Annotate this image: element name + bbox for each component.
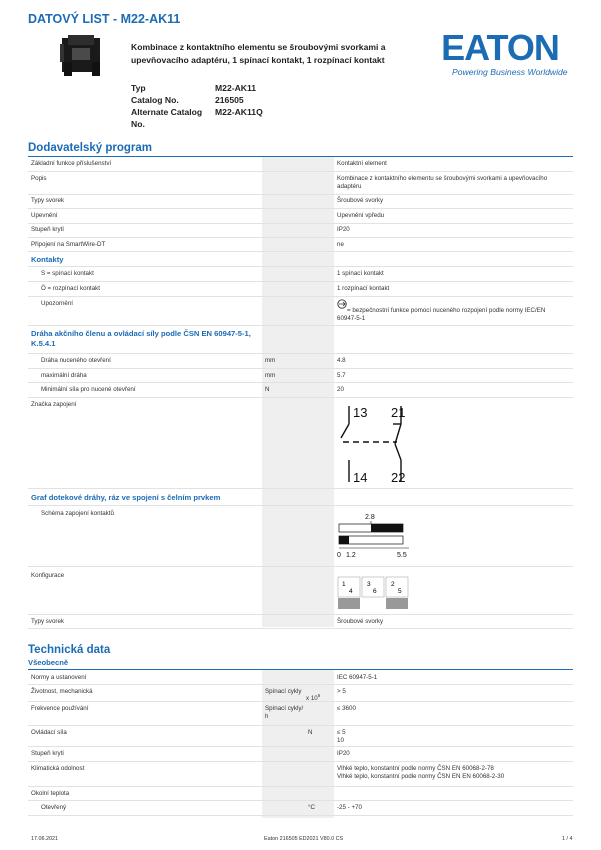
- row-value: 20: [337, 386, 344, 393]
- catalog-label: Catalog No.: [131, 95, 179, 105]
- row-divider: [28, 566, 573, 567]
- row-label: Schéma zapojení kontaktů: [41, 510, 114, 517]
- row-divider: [28, 746, 573, 747]
- product-image: [54, 32, 110, 78]
- configuration-diagram: [337, 576, 413, 610]
- row-value: Upevnění vpředu: [337, 212, 385, 219]
- row-label: Okolní teplota: [31, 790, 70, 797]
- row-value: Vlhké teplo, konstantní podle normy ČSN EN 60068-2-78: [337, 765, 494, 772]
- alt-catalog-label-2: No.: [131, 119, 145, 129]
- row-divider: [28, 684, 573, 685]
- row-divider: [28, 194, 573, 195]
- wiring-terminal-22: 22: [391, 470, 406, 485]
- subsection-title-contacts: Kontakty: [31, 255, 64, 264]
- section-title-supply: Dodavatelský program: [28, 142, 152, 154]
- row-label: Ö = rozpínací kontakt: [41, 285, 100, 292]
- subsection-title-graph: Graf dotekové dráhy, ráz ve spojení s čelním prvkem: [31, 493, 221, 502]
- graph-label-0: 0: [337, 552, 341, 559]
- row-label: Konfigurace: [31, 572, 65, 579]
- row-value-line2: Vlhké teplo, konstantní podle normy ČSN EN EN 60068-2-30: [337, 773, 505, 780]
- graph-label-1: 1.2: [346, 552, 356, 559]
- subsection-title-travel: Dráha akčního členu a ovládací síly podle ČSN EN 60947-5-1, K.5.4.1: [31, 329, 251, 348]
- row-label: Dráha nuceného otevření: [41, 357, 111, 364]
- row-divider: [28, 171, 573, 172]
- row-value: ne: [337, 241, 344, 248]
- row-label: Minimální síla pro nucené otevření: [41, 386, 136, 393]
- row-value: IP20: [337, 750, 350, 757]
- row-label: Upozornění: [41, 300, 73, 307]
- row-unit: Spínací cykly: [265, 688, 302, 695]
- footer-document-id: Eaton 216505 ED2021 V80.0 CS: [264, 836, 344, 842]
- row-divider: [28, 628, 573, 629]
- row-divider: [28, 251, 573, 252]
- footer-page-number: 1 / 4: [562, 836, 573, 842]
- row-unit: °C: [308, 804, 315, 811]
- row-value: 4.8: [337, 357, 346, 364]
- row-label: Připojení na SmartWire-DT: [31, 241, 106, 248]
- section-title-technical: Technická data: [28, 644, 111, 656]
- alt-catalog-value: M22-AK11Q: [215, 107, 263, 117]
- config-c2: 5: [398, 588, 402, 595]
- row-divider: [28, 786, 573, 787]
- row-divider: [28, 800, 573, 801]
- row-value: 1 spínací kontakt: [337, 270, 384, 277]
- config-a1: 1: [342, 581, 346, 588]
- row-label: Životnost, mechanická: [31, 688, 93, 695]
- graph-label-2: 5.5: [397, 552, 407, 559]
- row-label: maximální dráha: [41, 372, 87, 379]
- row-divider: [28, 223, 573, 224]
- row-unit: Spínací cykly/: [265, 705, 304, 712]
- row-value: 5.7: [337, 372, 346, 379]
- wiring-terminal-14: 14: [353, 470, 368, 485]
- catalog-value: 216505: [215, 95, 244, 105]
- wiring-terminal-21: 21: [391, 405, 406, 420]
- row-divider: [28, 208, 573, 209]
- row-value: 1 rozpínací kontakt: [337, 285, 390, 292]
- row-value: > 5: [337, 688, 346, 695]
- eaton-logo-text: EATON: [441, 30, 559, 68]
- row-unit: N: [265, 386, 270, 393]
- wiring-terminal-13: 13: [353, 405, 368, 420]
- row-unit: mm: [265, 372, 276, 379]
- row-value: Kombinace z kontaktního elementu se šroubovými svorkami a upevňovacího adaptéru: [337, 175, 548, 190]
- tagline: Powering Business Worldwide: [452, 67, 568, 77]
- unit-column: [262, 157, 334, 627]
- row-label: Značka zapojení: [31, 401, 77, 408]
- row-label: Upevnění: [31, 212, 58, 219]
- row-divider: [28, 368, 573, 369]
- product-description: Kombinace z kontaktního elementu se šroubovými svorkami a upevňovacího adaptéru, 1 spínací kontakt, 1 rozpínací kontakt: [131, 42, 386, 65]
- config-b2: 6: [373, 588, 377, 595]
- row-unit: N: [308, 729, 313, 736]
- row-divider: [28, 815, 573, 816]
- row-value: IP20: [337, 226, 350, 233]
- row-divider: [28, 761, 573, 762]
- travel-graph: [337, 508, 413, 560]
- row-label: Normy a ustanovení: [31, 674, 87, 681]
- row-label: S = spínací kontakt: [41, 270, 94, 277]
- config-c1: 2: [391, 581, 395, 588]
- row-label: Klimatická odolnost: [31, 765, 85, 772]
- row-value: Kontaktní element: [337, 160, 387, 167]
- row-label: Stupeň krytí: [31, 750, 65, 757]
- row-value: -25 - +70: [337, 804, 362, 811]
- row-value: ≤ 5: [337, 729, 346, 736]
- row-value-line2: 10: [337, 737, 344, 744]
- row-label: Typy svorek: [31, 618, 65, 625]
- config-a2: 4: [349, 588, 353, 595]
- row-unit: mm: [265, 357, 276, 364]
- type-label: Typ: [131, 83, 146, 93]
- row-value: ≤ 3600: [337, 705, 356, 712]
- page-title: DATOVÝ LIST - M22-AK11: [28, 12, 181, 26]
- row-divider: [28, 614, 573, 615]
- row-value: Šroubové svorky: [337, 618, 384, 625]
- row-divider: [28, 488, 573, 489]
- row-divider: [28, 296, 573, 297]
- row-label: Otevřený: [41, 804, 67, 811]
- row-label: Stupeň krytí: [31, 226, 65, 233]
- alt-catalog-label: Alternate Catalog: [131, 107, 203, 117]
- row-divider: [28, 725, 573, 726]
- wiring-diagram: [337, 402, 417, 486]
- row-divider: [28, 325, 573, 326]
- row-label: Typy svorek: [31, 197, 65, 204]
- row-divider: [28, 382, 573, 383]
- subsection-title-general: Všeobecně: [28, 658, 69, 667]
- row-unit-multiplier: x $10^6$: [306, 693, 321, 703]
- row-label: Ovládací síla: [31, 729, 67, 736]
- row-value: IEC 60947-5-1: [337, 674, 378, 681]
- row-unit-line2: h: [265, 713, 269, 720]
- row-label: Základní funkce příslušenství: [31, 160, 112, 167]
- row-divider: [28, 266, 573, 267]
- type-value: M22-AK11: [215, 83, 257, 93]
- row-value: Šroubové svorky: [337, 197, 384, 204]
- config-b1: 3: [367, 581, 371, 588]
- row-divider: [28, 701, 573, 702]
- footer-date: 17.06.2021: [31, 836, 58, 842]
- row-divider: [28, 281, 573, 282]
- row-divider: [28, 353, 573, 354]
- row-divider: [28, 397, 573, 398]
- row-divider: [28, 237, 573, 238]
- row-label: Popis: [31, 175, 47, 182]
- row-value: = bezpečnostní funkce pomocí nuceného rozpojení podle normy IEC/EN 60947-5-1: [337, 307, 546, 322]
- row-divider: [28, 505, 573, 506]
- graph-label-top: 2.8: [365, 514, 375, 521]
- row-label: Frekvence používání: [31, 705, 89, 712]
